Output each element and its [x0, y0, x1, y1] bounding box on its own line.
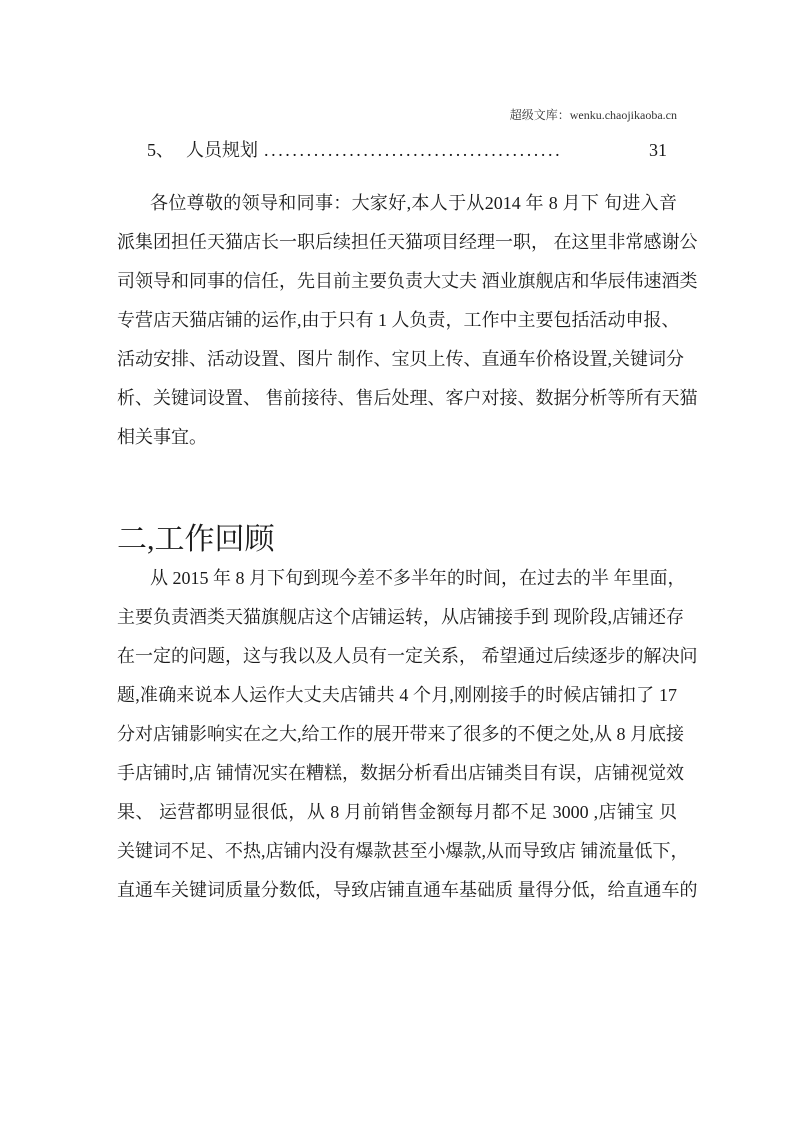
text-line: 从 2015 年 8 月下旬到现今差不多半年的时间，在过去的半 年里面，	[150, 568, 686, 588]
text-line: 专营店天猫店铺的运作,由于只有 1 人负责，工作中主要包括活动申报、	[117, 310, 680, 330]
text-line: 直通车关键词质量分数低，导致店铺直通车基础质 量得分低，给直通车的	[117, 880, 698, 900]
text-line: 各位尊敬的领导和同事：大家好,本人于从2014 年 8 月下 旬进入音	[150, 193, 677, 213]
text-line: 派集团担任天猫店长一职后续担任天猫项目经理一职， 在这里非常感谢公	[117, 232, 698, 252]
toc-leader-dots: ..........................................	[264, 140, 563, 160]
toc-page-number: 31	[649, 140, 667, 160]
text-line: 果、 运营都明显很低，从 8 月前销售金额每月都不足 3000 ,店铺宝 贝	[117, 802, 677, 822]
text-line: 分对店铺影响实在之大,给工作的展开带来了很多的不便之处,从 8 月底接	[117, 724, 684, 744]
text-line: 手店铺时,店 铺情况实在糟糕，数据分析看出店铺类目有误，店铺视觉效	[117, 763, 684, 783]
section-heading: 二,工作回顾	[117, 523, 275, 556]
text-line: 在一定的问题，这与我以及人员有一定关系， 希望通过后续逐步的解决问	[117, 646, 698, 666]
text-line: 析、关键词设置、 售前接待、售后处理、客户对接、数据分析等所有天猫	[117, 388, 698, 408]
toc-item-number: 5、	[147, 140, 174, 160]
toc-item-label: 人员规划	[186, 140, 258, 160]
text-line: 关键词不足、不热,店铺内没有爆款甚至小爆款,从而导致店 铺流量低下，	[117, 841, 689, 861]
intro-paragraph	[117, 184, 698, 457]
toc-entry[interactable]	[147, 136, 667, 162]
watermark-header: 超级文库：wenku.chaojikaoba.cn	[509, 108, 677, 122]
text-line: 活动安排、活动设置、图片 制作、宝贝上传、直通车价格设置,关键词分	[117, 349, 684, 369]
text-line: 相关事宜。	[117, 427, 207, 447]
text-line: 主要负责酒类天猫旗舰店这个店铺运转，从店铺接手到 现阶段,店铺还存	[117, 607, 684, 627]
text-line: 司领导和同事的信任，先目前主要负责大丈夫 酒业旗舰店和华辰伟速酒类	[117, 271, 698, 291]
review-paragraph	[117, 559, 698, 910]
text-line: 题,准确来说本人运作大丈夫店铺共 4 个月,刚刚接手的时候店铺扣了 17	[117, 685, 677, 705]
